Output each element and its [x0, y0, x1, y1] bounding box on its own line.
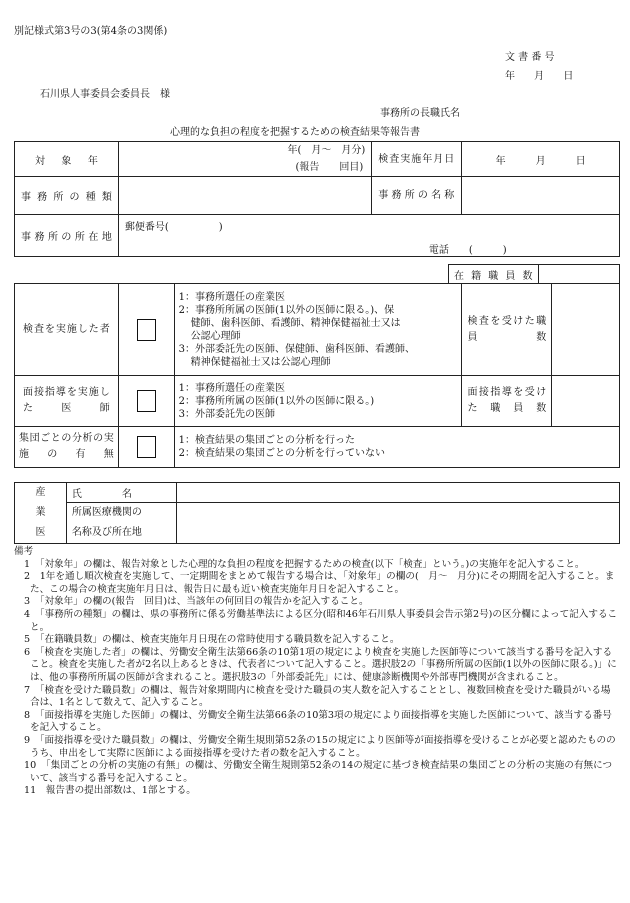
office-address-label: 事務所の所在地: [15, 215, 119, 257]
postal-code: 郵便番号( ): [124, 222, 223, 233]
industrial-physician-side-label: 産 業 医: [15, 483, 67, 544]
enrolled-staff-label: 在籍職員数: [449, 265, 539, 284]
document-number: 文 書 番 号: [505, 52, 555, 63]
examiner-checkbox[interactable]: [137, 319, 156, 341]
group-analysis-checkbox[interactable]: [137, 436, 156, 458]
document-date: 年 月 日: [505, 71, 574, 82]
physician-org-field[interactable]: [176, 503, 619, 544]
interviewed-staff-field[interactable]: [552, 376, 620, 427]
office-address-field[interactable]: [118, 215, 619, 257]
group-analysis-label: 集団ごとの分析の実施の有無: [15, 427, 119, 468]
physician-name-label: 氏 名: [66, 483, 176, 503]
notes-section: [14, 546, 618, 798]
note-item: 8 「面接指導を実施した医師」の欄は、労働安全衛生法第66条の10第3項の規定により面接指導を実施した医師について、該当する番号を記入すること。: [24, 709, 612, 734]
enrolled-staff-table: [448, 264, 620, 284]
phone-number: 電話 ( ): [428, 245, 507, 256]
note-item: 11 報告書の提出部数は、1部とする。: [24, 785, 196, 797]
addressee: 石川県人事委員会委員長 様: [40, 89, 170, 100]
office-name-field[interactable]: [462, 177, 620, 215]
group-checkbox-cell: [118, 427, 174, 468]
note-item: 3 「対象年」の欄の(報告 回目)は、当該年の何回目の報告かを記入すること。: [24, 596, 369, 608]
office-type-field[interactable]: [118, 177, 371, 215]
physician-name-field[interactable]: [176, 483, 619, 503]
examined-staff-label: 検査を受けた職員数: [462, 284, 552, 376]
examined-staff-field[interactable]: [552, 284, 620, 376]
manager-name-label: 事務所の長職氏名: [380, 108, 460, 119]
target-year-label: 対 象 年: [15, 142, 119, 177]
physician-org-label: 所属医療機関の 名称及び所在地: [66, 503, 176, 544]
office-name-label: 事務所の名称: [372, 177, 462, 215]
industrial-physician-table: [14, 482, 620, 544]
notes-heading: 備考: [14, 546, 34, 557]
note-item: 6 「検査を実施した者」の欄は、労働安全衛生法第66条の10第1項の規定により検査を実施した医師等について該当する番号を記入すること。検査を実施した者が2名以上あるときは、代表者について記入すること。選択肢2の「事務所所属の医師(1以外の医師に限る。)」には、他の事務所所属の医師が含まれること。選択肢3の「外部委託先」には、健康診断機関や外部専門機関が含まれること。: [24, 646, 617, 683]
report-count: (報告 回目): [295, 162, 364, 173]
document-title: 心理的な負担の程度を把握するための検査結果等報告書: [170, 127, 420, 138]
office-type-label: 事務所の種類: [15, 177, 119, 215]
interview-doctor-label: 面接指導を実施した医師: [15, 376, 119, 427]
report-basic-table: [14, 141, 620, 257]
target-year-field[interactable]: [118, 142, 371, 177]
note-item: 10 「集団ごとの分析の実施の有無」の欄は、労働安全衛生規則第52条の14の規定に基づき検査結果の集団ごとの分析の実施の有無について、該当する番号を記入すること。: [24, 760, 613, 784]
note-item: 2 1年を通し順次検査を実施して、一定期間をまとめて報告する場合は、「対象年」の欄の( 月～ 月分)にその期間を記入すること。また、この場合の検査実施年月日は、報告日に最も近い検査実施年月日を記入すること。: [24, 571, 615, 595]
examiner-checkbox-cell: [118, 284, 174, 376]
interview-checkbox-cell: [118, 376, 174, 427]
examiner-label: 検査を実施した者: [15, 284, 119, 376]
target-year-value: 年( 月～ 月分): [287, 145, 366, 156]
form-number: 別記様式第3号の3(第4条の3関係): [14, 26, 168, 37]
interview-options: 1：事務所選任の産業医 2：事務所所属の医師(1以外の医師に限る。) 3：外部委託先の医師: [174, 376, 462, 427]
interview-doctor-checkbox[interactable]: [137, 390, 156, 412]
exam-date-field[interactable]: 年 月 日: [462, 142, 620, 177]
note-item: 7 「検査を受けた職員数」の欄は、報告対象期間内に検査を受けた職員の実人数を記入することとし、複数回検査を受けた職員がいる場合は、1名として数えて、記入すること。: [24, 684, 611, 709]
note-item: 1 「対象年」の欄は、報告対象とした心理的な負担の程度を把握するための検査(以下「検査」という。)の実施年を記入すること。: [24, 558, 585, 570]
group-options: 1：検査結果の集団ごとの分析を行った 2：検査結果の集団ごとの分析を行っていない: [174, 427, 619, 468]
interviewed-staff-label: 面接指導を受けた職員数: [462, 376, 552, 427]
exam-date-label: 検査実施年月日: [372, 142, 462, 177]
note-item: 5 「在籍職員数」の欄は、検査実施年月日現在の常時使用する職員数を記入すること。: [24, 634, 400, 646]
examiner-options: 1：事務所選任の産業医 2：事務所所属の医師(1以外の医師に限る。)、保 健師、歯科医師、看護師、精神保健福祉士又は 公認心理師 3：外部委託先の医師、保健師、歯科医師、看護師、 精神保健福祉士又は公認心理師: [174, 284, 462, 376]
enrolled-staff-field[interactable]: [538, 265, 619, 284]
exam-details-table: [14, 283, 620, 468]
note-item: 4 「事務所の種類」の欄は、県の事務所に係る労働基準法による区分(昭和46年石川県人事委員会告示第2号)の区分欄によって記入すること。: [24, 608, 618, 633]
note-item: 9 「面接指導を受けた職員数」の欄は、労働安全衛生規則第52条の15の規定により医師等が面接指導を受けることが必要と認めたもののうち、申出をして実際に医師による面接指導を受けた者の数を記入すること。: [24, 734, 616, 759]
